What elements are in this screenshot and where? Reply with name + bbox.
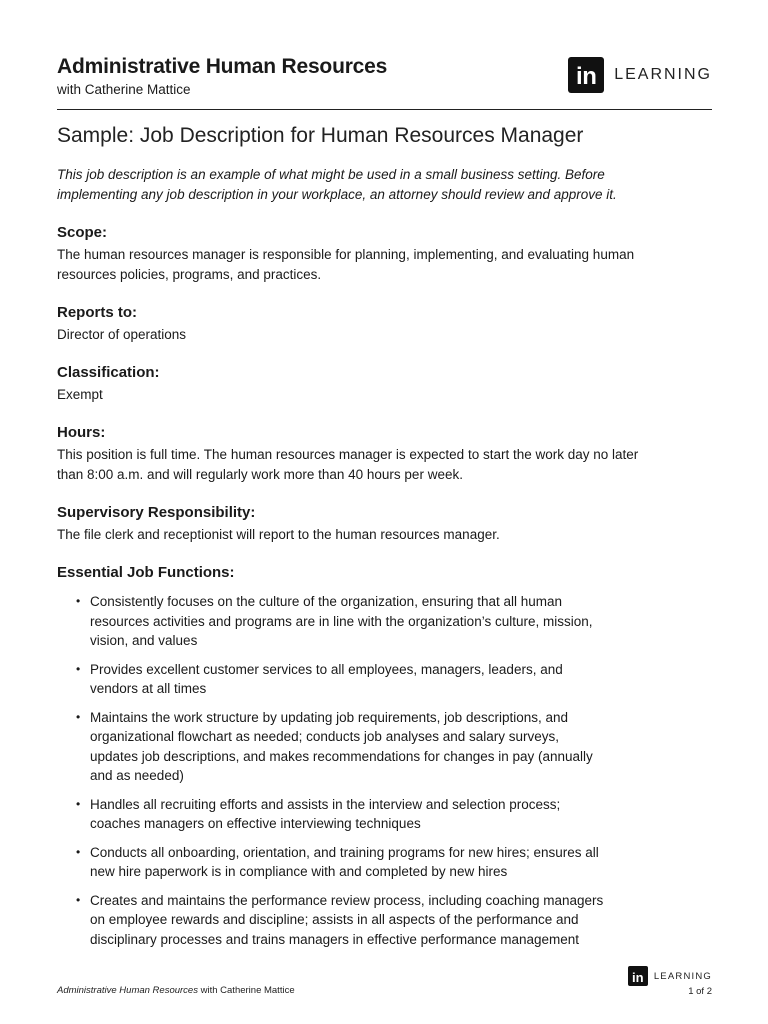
list-item-text: Handles all recruiting efforts and assists in the interview and selection process; coaches managers on effective interviewing techniques xyxy=(90,796,561,831)
section-heading-reports-to: Reports to: xyxy=(57,304,137,321)
list-item xyxy=(74,795,604,834)
course-author: with Catherine Mattice xyxy=(57,82,191,97)
list-item xyxy=(74,891,604,950)
bullet-icon: • xyxy=(76,892,81,907)
section-text-reports-to: Director of operations xyxy=(57,327,187,342)
list-item xyxy=(74,843,604,882)
bullet-icon: • xyxy=(76,661,81,676)
list-item xyxy=(74,592,604,651)
page-number: 1 of 2 xyxy=(688,986,712,997)
brand-wordmark: LEARNING xyxy=(614,66,712,83)
document-page xyxy=(57,0,712,1024)
footer-linkedin-learning-logo xyxy=(628,966,712,986)
course-header xyxy=(57,55,712,110)
footer-course-title: Administrative Human Resources xyxy=(57,985,198,996)
list-item-text: Maintains the work structure by updating job requirements, job descriptions, and organizational flowchart as needed; conducts job analyses and salary surveys, updates job descriptions, and makes recommendations for changes in pay (annually and as needed) xyxy=(90,709,593,783)
list-item-text: Conducts all onboarding, orientation, and training programs for new hires; ensures all new hire paperwork is in compliance with and completed by new hires xyxy=(90,844,599,879)
list-item-text: Consistently focuses on the culture of the organization, ensuring that all human resources activities and programs are in line with the organization’s culture, mission, vision, and values xyxy=(90,594,593,648)
linkedin-icon: in xyxy=(628,966,648,986)
section-heading-hours: Hours: xyxy=(57,424,106,441)
section-heading-functions: Essential Job Functions: xyxy=(57,564,235,581)
bullet-icon: • xyxy=(76,594,81,608)
footer-course-author: with Catherine Mattice xyxy=(200,985,295,996)
bullet-icon: • xyxy=(76,844,81,859)
document-title: Sample: Job Description for Human Resources Manager xyxy=(57,124,584,147)
footer-brand-wordmark: LEARNING xyxy=(653,970,712,982)
list-item xyxy=(74,660,604,699)
bullet-icon: • xyxy=(76,709,81,724)
section-heading-classification: Classification: xyxy=(57,364,160,381)
bullet-icon: • xyxy=(76,796,81,811)
linkedin-icon: in xyxy=(568,57,604,93)
list-item-text: Provides excellent customer services to all employees, managers, leaders, and vendors at all times xyxy=(90,661,563,696)
list-item xyxy=(74,708,604,786)
section-heading-scope: Scope: xyxy=(57,224,108,241)
section-text-hours: This position is full time. The human resources manager is expected to start the work day no later than 8:00 a.m. and will regularly work more than 40 hours per week. xyxy=(57,447,639,482)
section-text-scope: The human resources manager is responsible for planning, implementing, and evaluating human resources policies, programs, and practices. xyxy=(57,247,635,282)
intro-disclaimer: This job description is an example of what might be used in a small business setting. Before implementing any job description in your workplace, an attorney should review and approve it. xyxy=(57,167,617,202)
section-text-classification: Exempt xyxy=(57,387,103,402)
list-item-text: Creates and maintains the performance review process, including coaching managers on employee rewards and discipline; assists in all aspects of the performance and disciplinary processes and trains managers in effective performance management xyxy=(90,892,604,947)
job-functions-list xyxy=(74,592,604,958)
course-title: Administrative Human Resources xyxy=(57,55,388,78)
section-heading-supervisory: Supervisory Responsibility: xyxy=(57,504,256,521)
section-text-supervisory: The file clerk and receptionist will report to the human resources manager. xyxy=(57,527,500,542)
linkedin-learning-logo xyxy=(568,57,712,93)
footer-course-credit xyxy=(57,985,295,996)
